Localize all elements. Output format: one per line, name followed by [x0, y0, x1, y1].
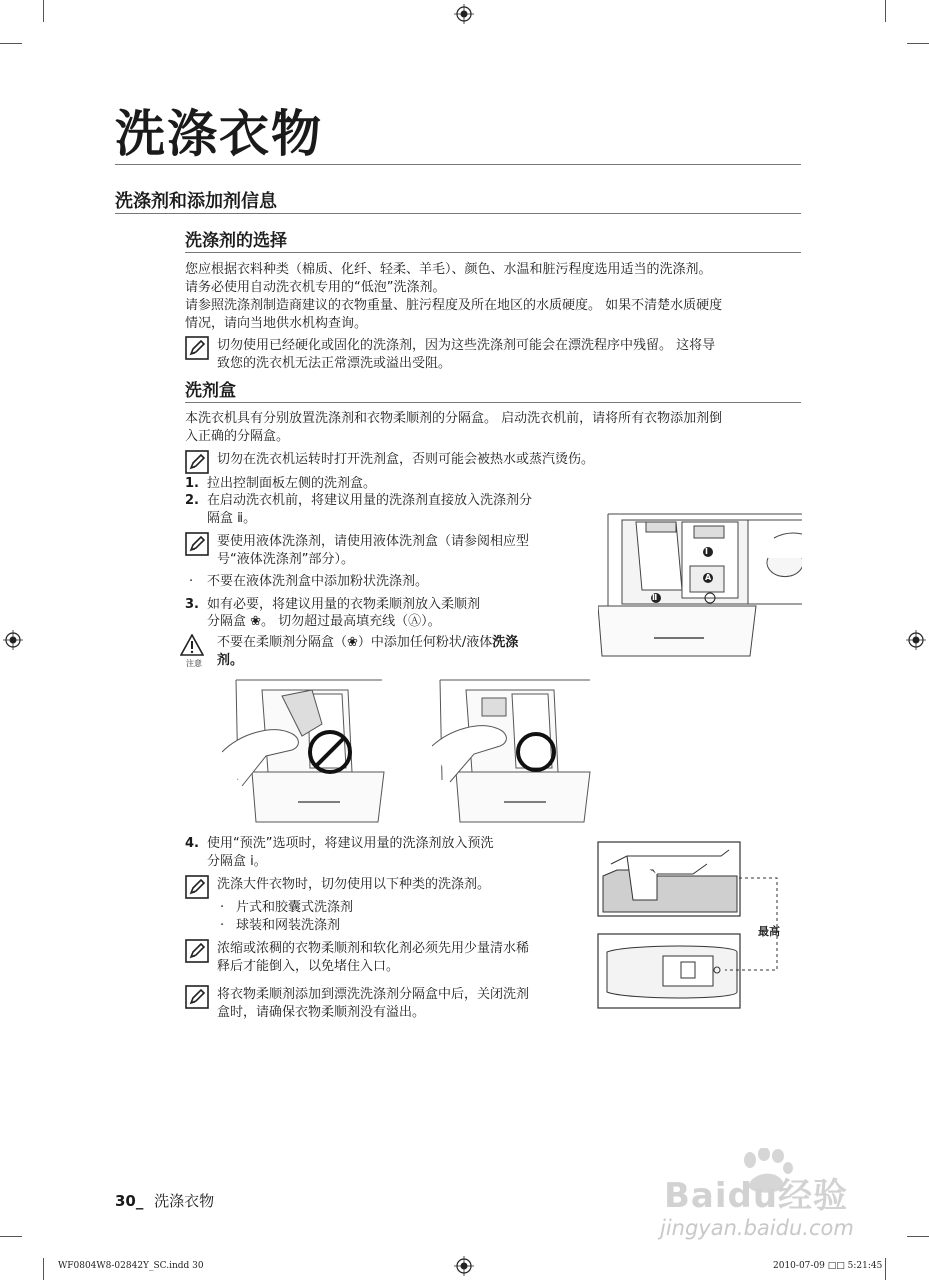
- page-footer: [115, 1190, 214, 1211]
- note-text: 切勿在洗衣机运转时打开洗剂盒，否则可能会被热水或蒸汽烫伤。: [217, 452, 595, 467]
- detergent-para1-line2: 请务必使用自动洗衣机专用的“低泡”洗涤剂。: [185, 280, 446, 295]
- liquid-into-softener-illustration: [432, 676, 592, 826]
- bullet-dot: ·: [189, 574, 194, 589]
- step-3: [185, 596, 480, 614]
- caution-text-line2: 剂。: [217, 653, 244, 668]
- watermark-url: jingyan.baidu.com: [660, 1216, 854, 1240]
- crop-mark: [0, 1236, 22, 1237]
- crop-mark: [43, 0, 44, 22]
- caution-triangle-icon: [180, 634, 204, 656]
- note-text-line: 致您的洗衣机无法正常漂洗或溢出受阻。: [217, 356, 452, 371]
- note-softener-overflow: [185, 986, 585, 1022]
- step-text: 拉出控制面板左侧的洗剂盒。: [207, 476, 377, 491]
- step-2: [185, 492, 532, 510]
- dispenser-intro-line2: 入正确的分隔盒。: [185, 429, 290, 444]
- note-hot-water: [185, 451, 801, 474]
- bullet-item: [189, 573, 428, 591]
- section-title: 洗涤剂和添加剂信息: [115, 191, 277, 212]
- subsection-rule: [185, 252, 801, 253]
- step-text: 如有必要，将建议用量的衣物柔顺剂放入柔顺剂: [207, 597, 481, 612]
- step-1: [185, 475, 376, 493]
- bullet-dot: ·: [220, 900, 225, 915]
- caution-text: 不要在柔顺剂分隔盒（❀）中添加任何粉状/液体: [217, 635, 493, 650]
- step-4: [185, 835, 493, 853]
- note-text-line: 切勿使用已经硬化或固化的洗涤剂，因为这些洗涤剂可能会在漂洗程序中残留。 这将导: [217, 338, 716, 353]
- detergent-choice-heading: 洗涤剂的选择: [185, 231, 287, 251]
- crop-mark: [907, 1236, 929, 1237]
- bullet-text: 片式和胶囊式洗涤剂: [236, 900, 354, 915]
- note-text-line: 号“液体洗涤剂”部分）。: [217, 552, 354, 567]
- note-hardened-detergent: [185, 337, 801, 373]
- registration-mark-icon: [454, 4, 474, 24]
- detergent-para1-line1: 您应根据衣料种类（棉质、化纤、轻柔、羊毛）、颜色、水温和脏污程度选用适当的洗涤剂。: [185, 262, 712, 277]
- dispenser-drawer-illustration: [598, 508, 802, 678]
- date-slug: 2010-07-09 □□ 5:21:45: [773, 1261, 883, 1271]
- note-text-line: 盒时，请确保衣物柔顺剂没有溢出。: [217, 1005, 426, 1020]
- page-number: 30_: [115, 1192, 144, 1210]
- step-number: 1.: [185, 476, 199, 491]
- step-text: 在启动洗衣机前，将建议用量的洗涤剂直接放入洗涤剂分: [207, 493, 533, 508]
- caution-text-bold: 洗涤: [492, 635, 519, 650]
- note-pencil-icon: [185, 336, 209, 360]
- title-rule: [115, 164, 801, 165]
- subsection-rule: [185, 402, 801, 403]
- step-3-cont: 分隔盒 ❀。 切勿超过最高填充线（Ⓐ）。: [207, 614, 441, 629]
- watermark-brand: Baidu经验: [664, 1176, 849, 1216]
- step-4-cont: 分隔盒 ⅰ。: [207, 854, 267, 869]
- crop-mark: [885, 1258, 886, 1280]
- step-number: 2.: [185, 493, 199, 508]
- bullet-dot: ·: [220, 918, 225, 933]
- step-2-cont: 隔盒 ⅱ。: [207, 511, 257, 526]
- step-text: 使用“预洗”选项时，将建议用量的洗涤剂放入预洗: [207, 836, 494, 851]
- step-number: 4.: [185, 836, 199, 851]
- sub-bullet-item: [220, 899, 353, 917]
- note-pencil-icon: [185, 939, 209, 963]
- crop-mark: [0, 43, 22, 44]
- registration-mark-icon: [454, 1256, 474, 1276]
- note-text: 洗涤大件衣物时，切勿使用以下种类的洗涤剂。: [217, 877, 491, 892]
- page-title: 洗涤衣物: [115, 105, 323, 163]
- dispenser-intro-line1: 本洗衣机具有分别放置洗涤剂和衣物柔顺剂的分隔盒。 启动洗衣机前，请将所有衣物添加剂倒: [185, 411, 723, 426]
- caution-label: 注意: [186, 659, 202, 668]
- note-concentrated-softener: [185, 940, 585, 976]
- bullet-text: 不要在液体洗剂盒中添加粉状洗涤剂。: [207, 574, 429, 589]
- caution-block: [180, 634, 590, 674]
- note-pencil-icon: [185, 450, 209, 474]
- page-footer-section: 洗涤衣物: [154, 1192, 215, 1210]
- note-pencil-icon: [185, 985, 209, 1009]
- note-text-line: 浓缩或浓稠的衣物柔顺剂和软化剂必须先用少量清水稀: [217, 941, 530, 956]
- caution-text-line: [217, 634, 518, 652]
- note-text-line: 将衣物柔顺剂添加到漂洗洗涤剂分隔盒中后，关闭洗剂: [217, 987, 530, 1002]
- registration-mark-icon: [3, 630, 23, 650]
- max-fill-label: 最高: [758, 925, 780, 938]
- crop-mark: [43, 1258, 44, 1280]
- diagram-label-compartment-2: Ⅱ: [652, 593, 658, 602]
- note-text-line: 要使用液体洗涤剂，请使用液体洗剂盒（请参阅相应型: [217, 534, 530, 549]
- baidu-jingyan-watermark: [660, 1148, 880, 1248]
- note-large-load: [185, 876, 585, 899]
- section-rule: [115, 213, 801, 214]
- note-text-line: 释后才能倒入，以免堵住入口。: [217, 959, 400, 974]
- note-pencil-icon: [185, 532, 209, 556]
- crop-mark: [885, 0, 886, 22]
- detergent-para2-line1: 请参照洗涤剂制造商建议的衣物重量、脏污程度及所在地区的水质硬度。 如果不清楚水质硬度: [185, 298, 723, 313]
- crop-mark: [907, 43, 929, 44]
- diagram-label-compartment-1: Ⅰ: [705, 547, 708, 556]
- powder-into-softener-illustration: [222, 676, 390, 826]
- diagram-label-marker-a: A: [705, 573, 712, 582]
- sub-bullet-item: [220, 917, 340, 935]
- note-liquid-detergent: [185, 533, 585, 569]
- registration-mark-icon: [906, 630, 926, 650]
- dispenser-heading: 洗剂盒: [185, 381, 236, 401]
- note-pencil-icon: [185, 875, 209, 899]
- detergent-para2-line2: 情况，请向当地供水机构查询。: [185, 316, 368, 331]
- bullet-text: 球装和网装洗涤剂: [236, 918, 341, 933]
- file-slug: WF0804W8-02842Y_SC.indd 30: [58, 1261, 204, 1271]
- step-number: 3.: [185, 597, 199, 612]
